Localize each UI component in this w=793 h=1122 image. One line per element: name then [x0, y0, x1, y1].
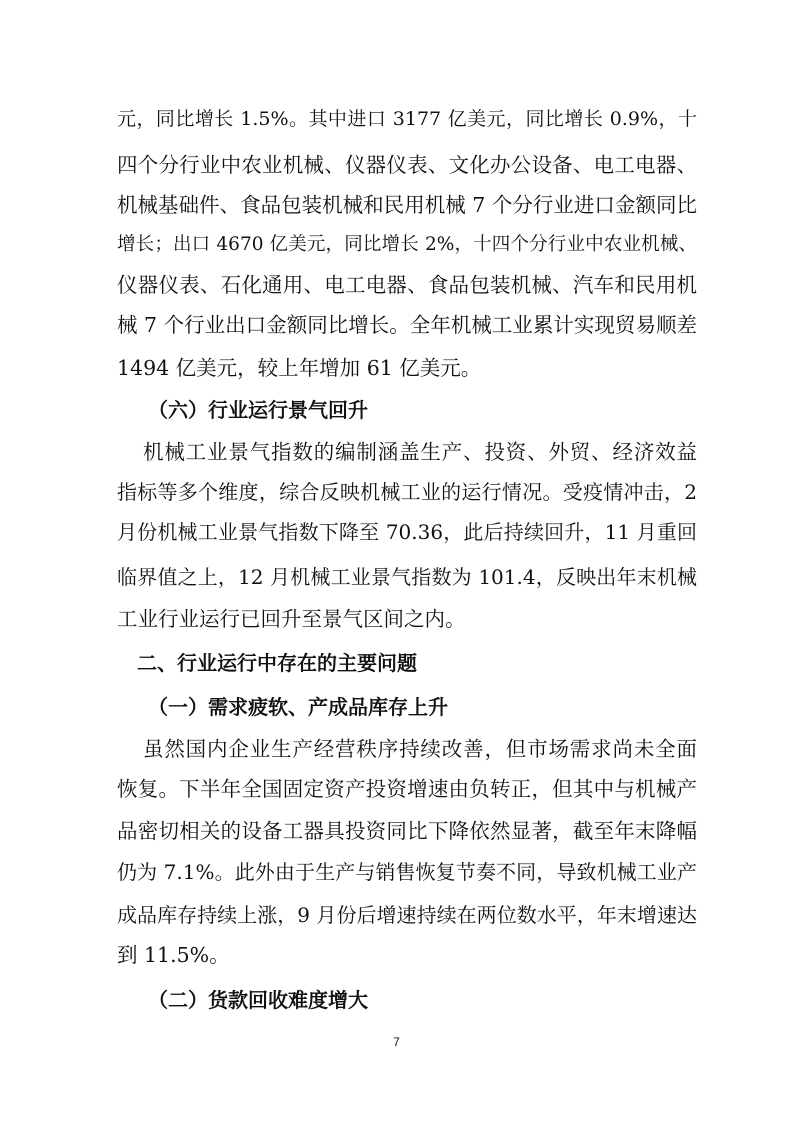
- paragraph-line: 临界值之上，12 月机械工业景气指数为 101.4，反映出年末机械: [117, 565, 697, 589]
- section-heading-one: （一）需求疲软、产成品库存上升: [148, 695, 448, 719]
- paragraph-line: 四个分行业中农业机械、仪器仪表、文化办公设备、电工电器、: [117, 153, 697, 177]
- paragraph-line: 成品库存持续上涨，9 月份后增速持续在两位数水平，年末增速达: [117, 903, 697, 927]
- paragraph-line: 元，同比增长 1.5%。其中进口 3177 亿美元，同比增长 0.9%，十: [117, 108, 697, 130]
- paragraph-line: 恢复。下半年全国固定资产投资增速由负转正，但其中与机械产: [117, 777, 697, 801]
- paragraph-line: 品密切相关的设备工器具投资同比下降依然显著，截至年末降幅: [117, 819, 697, 843]
- paragraph-line: 指标等多个维度，综合反映机械工业的运行情况。受疫情冲击，2: [117, 480, 697, 504]
- section-heading-six: （六）行业运行景气回升: [148, 398, 368, 422]
- paragraph-line: 仪器仪表、石化通用、电工电器、食品包装机械、汽车和民用机: [117, 273, 697, 297]
- paragraph-line: 械 7 个行业出口金额同比增长。全年机械工业累计实现贸易顺差: [117, 313, 697, 337]
- paragraph-line: 虽然国内企业生产经营秩序持续改善，但市场需求尚未全面: [143, 737, 697, 761]
- paragraph-line: 1494 亿美元，较上年增加 61 亿美元。: [117, 356, 482, 380]
- section-heading-two: （二）货款回收难度增大: [148, 988, 368, 1012]
- paragraph-line: 增长；出口 4670 亿美元，同比增长 2%，十四个分行业中农业机械、: [117, 234, 697, 255]
- paragraph-line: 工业行业运行已回升至景气区间之内。: [117, 607, 466, 631]
- paragraph-line: 月份机械工业景气指数下降至 70.36，此后持续回升，11 月重回: [117, 520, 697, 544]
- paragraph-line: 到 11.5%。: [117, 943, 230, 967]
- paragraph-line: 仍为 7.1%。此外由于生产与销售恢复节奏不同，导致机械工业产: [117, 860, 697, 884]
- page-number: 7: [393, 1035, 400, 1049]
- paragraph-line: 机械工业景气指数的编制涵盖生产、投资、外贸、经济效益: [143, 440, 697, 464]
- paragraph-line: 机械基础件、食品包装机械和民用机械 7 个分行业进口金额同比: [117, 193, 697, 217]
- section-heading-2: 二、行业运行中存在的主要问题: [137, 651, 417, 675]
